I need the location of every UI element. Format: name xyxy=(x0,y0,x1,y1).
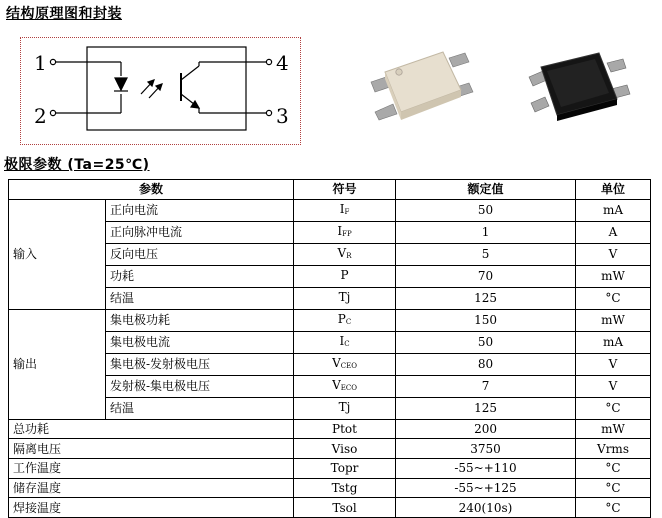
symbol-cell xyxy=(294,375,396,397)
white-package-image xyxy=(365,42,475,126)
pin-4-terminal xyxy=(266,59,271,64)
unit-cell: °C xyxy=(576,459,651,479)
param-cell: 焊接温度 xyxy=(9,498,294,518)
symbol-text: Tj xyxy=(338,399,351,414)
unit-cell: °C xyxy=(576,498,651,518)
table-row xyxy=(9,221,651,243)
black-package-image xyxy=(525,47,635,131)
table-row xyxy=(9,287,651,309)
symbol-text: P xyxy=(340,267,349,282)
symbol-text: V xyxy=(332,355,341,370)
symbol-cell: Ptot xyxy=(294,419,396,439)
symbol-cell xyxy=(294,199,396,221)
symbol-cell xyxy=(294,331,396,353)
param-cell: 发射极-集电极电压 xyxy=(106,375,294,397)
unit-cell: mW xyxy=(576,265,651,287)
symbol-text: P xyxy=(337,311,346,326)
unit-cell: mA xyxy=(576,331,651,353)
symbol-cell xyxy=(294,265,396,287)
param-cell: 储存温度 xyxy=(9,478,294,498)
unit-cell: Vrms xyxy=(576,439,651,459)
package-outline xyxy=(87,47,246,130)
group-label: 输出 xyxy=(9,309,106,419)
table-row xyxy=(9,309,651,331)
unit-cell: V xyxy=(576,353,651,375)
table-row xyxy=(9,478,651,498)
symbol-subscript: FP xyxy=(342,229,352,238)
table-row xyxy=(9,419,651,439)
param-cell: 结温 xyxy=(106,287,294,309)
unit-cell: °C xyxy=(576,397,651,419)
param-cell: 集电极功耗 xyxy=(106,309,294,331)
header-symbol: 符号 xyxy=(294,180,396,200)
symbol-text: I xyxy=(339,333,345,348)
param-cell: 正向脉冲电流 xyxy=(106,221,294,243)
symbol-cell xyxy=(294,397,396,419)
symbol-text: I xyxy=(337,223,343,238)
value-cell: 125 xyxy=(396,397,576,419)
table-row xyxy=(9,353,651,375)
header-unit: 单位 xyxy=(576,180,651,200)
value-cell: -55~+110 xyxy=(396,459,576,479)
symbol-text: V xyxy=(332,377,341,392)
led-symbol xyxy=(115,78,127,90)
unit-cell: V xyxy=(576,375,651,397)
pin-2-label: 2 xyxy=(34,104,47,128)
symbol-cell xyxy=(294,353,396,375)
value-cell: 50 xyxy=(396,199,576,221)
symbol-text: I xyxy=(339,201,345,216)
value-cell: 80 xyxy=(396,353,576,375)
value-cell: 150 xyxy=(396,309,576,331)
symbol-subscript: F xyxy=(344,207,350,216)
value-cell: 1 xyxy=(396,221,576,243)
param-cell: 反向电压 xyxy=(106,243,294,265)
table-row xyxy=(9,331,651,353)
param-cell: 结温 xyxy=(106,397,294,419)
schematic-diagram xyxy=(20,37,301,145)
param-cell: 功耗 xyxy=(106,265,294,287)
unit-cell: mW xyxy=(576,419,651,439)
pin-2-terminal xyxy=(50,110,55,115)
table-row xyxy=(9,199,651,221)
value-cell: -55~+125 xyxy=(396,478,576,498)
header-value: 额定值 xyxy=(396,180,576,200)
pin-4-label: 4 xyxy=(276,51,289,75)
table-row xyxy=(9,243,651,265)
unit-cell: V xyxy=(576,243,651,265)
table-row xyxy=(9,397,651,419)
symbol-cell: Tsol xyxy=(294,498,396,518)
section-title-structure: 结构原理图和封装 xyxy=(6,6,122,22)
header-param: 参数 xyxy=(9,180,294,200)
unit-cell: °C xyxy=(576,478,651,498)
param-cell: 工作温度 xyxy=(9,459,294,479)
symbol-subscript: CEO xyxy=(340,361,357,370)
symbol-text: Tj xyxy=(338,289,351,304)
value-cell: 70 xyxy=(396,265,576,287)
symbol-subscript: ECO xyxy=(340,383,357,392)
symbol-cell xyxy=(294,309,396,331)
pin-3-label: 3 xyxy=(276,104,289,128)
unit-cell: °C xyxy=(576,287,651,309)
value-cell: 5 xyxy=(396,243,576,265)
symbol-cell: Tstg xyxy=(294,478,396,498)
table-row xyxy=(9,498,651,518)
table-header-row xyxy=(9,180,651,200)
symbol-text: V xyxy=(337,245,347,260)
ratings-table xyxy=(8,179,651,518)
unit-cell: mW xyxy=(576,309,651,331)
value-cell: 50 xyxy=(396,331,576,353)
pin-1-label: 1 xyxy=(34,51,47,75)
table-row xyxy=(9,375,651,397)
unit-cell: mA xyxy=(576,199,651,221)
symbol-subscript: C xyxy=(344,339,350,348)
unit-cell: A xyxy=(576,221,651,243)
symbol-cell xyxy=(294,243,396,265)
table-row xyxy=(9,439,651,459)
table-row xyxy=(9,265,651,287)
group-label: 输入 xyxy=(9,199,106,309)
section-title-ratings: 极限参数 (Ta=25℃) xyxy=(4,157,150,173)
param-cell: 总功耗 xyxy=(9,419,294,439)
value-cell: 7 xyxy=(396,375,576,397)
symbol-cell xyxy=(294,221,396,243)
param-cell: 集电极-发射极电压 xyxy=(106,353,294,375)
table-row xyxy=(9,459,651,479)
optocoupler-schematic xyxy=(21,38,302,146)
param-cell: 集电极电流 xyxy=(106,331,294,353)
symbol-cell xyxy=(294,287,396,309)
param-cell: 隔离电压 xyxy=(9,439,294,459)
pin-1-terminal xyxy=(50,59,55,64)
value-cell: 3750 xyxy=(396,439,576,459)
value-cell: 240(10s) xyxy=(396,498,576,518)
value-cell: 200 xyxy=(396,419,576,439)
symbol-cell: Topr xyxy=(294,459,396,479)
pin-3-terminal xyxy=(266,110,271,115)
symbol-cell: Viso xyxy=(294,439,396,459)
value-cell: 125 xyxy=(396,287,576,309)
symbol-subscript: C xyxy=(345,317,352,326)
symbol-subscript: R xyxy=(346,251,352,260)
param-cell: 正向电流 xyxy=(106,199,294,221)
